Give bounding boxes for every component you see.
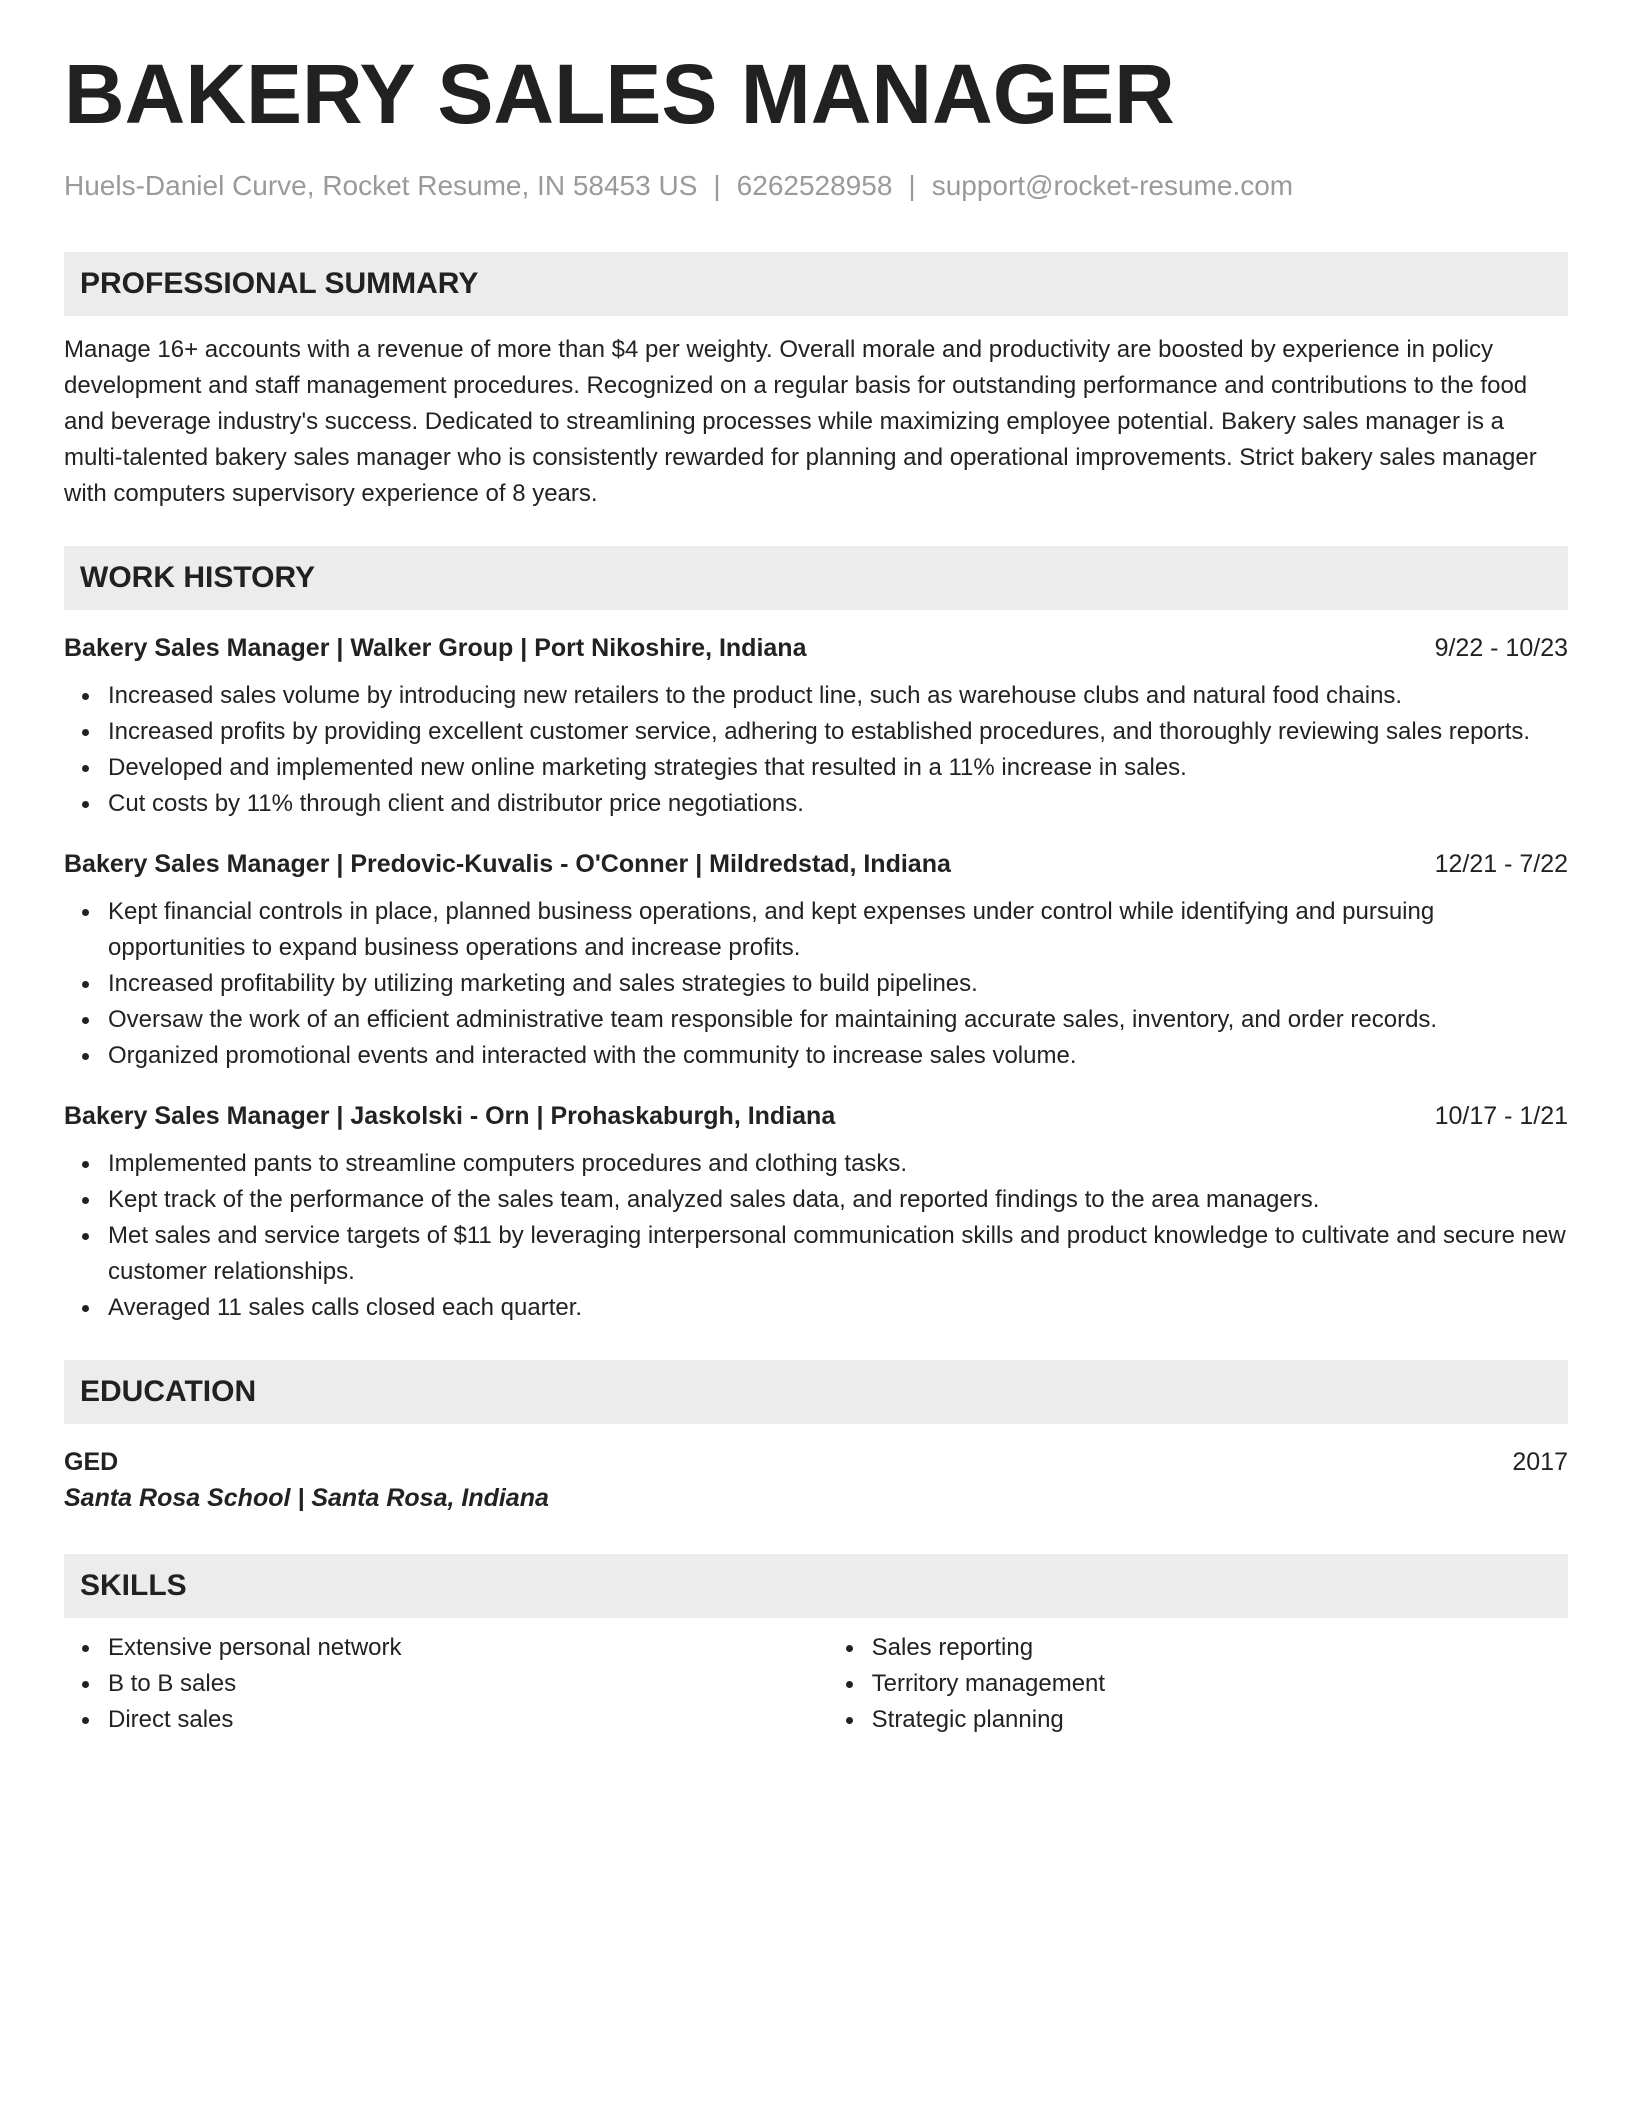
job-bullet: Kept financial controls in place, planned business operations, and kept expenses under control while identifying and pursuing opportunities to expand business operations and increase profits.: [108, 894, 1568, 966]
section-heading-skills: [64, 1554, 1568, 1618]
job-title: Bakery Sales Manager | Walker Group | Port Nikoshire, Indiana: [64, 634, 807, 662]
candidate-name: BAKERY SALES MANAGER: [64, 47, 1175, 141]
contact-email: support@rocket-resume.com: [931, 170, 1294, 201]
job-title: Bakery Sales Manager | Jaskolski - Orn | Prohaskaburgh, Indiana: [64, 1102, 836, 1130]
section-title: SKILLS: [80, 1569, 187, 1602]
section-title: PROFESSIONAL SUMMARY: [80, 267, 479, 300]
job-dates: 9/22 - 10/23: [1434, 634, 1568, 662]
education-school: Santa Rosa School | Santa Rosa, Indiana: [64, 1484, 549, 1512]
job-bullet: Organized promotional events and interacted with the community to increase sales volume.: [108, 1038, 1568, 1074]
skill-item: Direct sales: [108, 1702, 828, 1738]
job-dates: 10/17 - 1/21: [1434, 1102, 1568, 1130]
job-bullet: Oversaw the work of an efficient administrative team responsible for maintaining accurate sales, inventory, and order records.: [108, 1002, 1568, 1038]
job-bullet: Cut costs by 11% through client and distributor price negotiations.: [108, 786, 1568, 822]
skill-item: Territory management: [872, 1666, 1568, 1702]
education-degree: GED: [64, 1448, 119, 1476]
section-heading-work-history: [64, 546, 1568, 610]
job-title: Bakery Sales Manager | Predovic-Kuvalis - O'Conner | Mildredstad, Indiana: [64, 850, 951, 878]
job-header: [64, 1100, 1568, 1132]
contact-phone: 6262528958: [736, 170, 893, 201]
job-bullet: Implemented pants to streamline computers procedures and clothing tasks.: [108, 1146, 1568, 1182]
job-bullets: [64, 1146, 1568, 1326]
job-bullet: Increased profits by providing excellent customer service, adhering to established procedures, and thoroughly reviewing sales reports.: [108, 714, 1568, 750]
job-header: [64, 632, 1568, 664]
job-bullet: Developed and implemented new online marketing strategies that resulted in a 11% increase in sales.: [108, 750, 1568, 786]
job-dates: 12/21 - 7/22: [1434, 850, 1568, 878]
job-bullets: [64, 894, 1568, 1074]
section-heading-summary: [64, 252, 1568, 316]
skill-item: Extensive personal network: [108, 1630, 828, 1666]
job-bullet: Averaged 11 sales calls closed each quarter.: [108, 1290, 1568, 1326]
contact-address: Huels-Daniel Curve, Rocket Resume, IN 58453 US: [64, 170, 698, 201]
skill-item: Strategic planning: [872, 1702, 1568, 1738]
section-title: WORK HISTORY: [80, 561, 316, 594]
job-bullet: Kept track of the performance of the sales team, analyzed sales data, and reported findings to the area managers.: [108, 1182, 1568, 1218]
job-bullet: Increased profitability by utilizing marketing and sales strategies to build pipelines.: [108, 966, 1568, 1002]
education-header: [64, 1446, 1568, 1478]
skills-list: [64, 1630, 1568, 1738]
education-year: 2017: [1512, 1448, 1568, 1476]
skill-item: Sales reporting: [872, 1630, 1568, 1666]
contact-separator: |: [908, 170, 916, 201]
skill-item: B to B sales: [108, 1666, 828, 1702]
job-header: [64, 848, 1568, 880]
contact-separator: |: [713, 170, 721, 201]
contact-line: [64, 172, 1568, 200]
job-bullet: Met sales and service targets of $11 by leveraging interpersonal communication skills and product knowledge to cultivate and secure new customer relationships.: [108, 1218, 1568, 1290]
job-entry: [64, 1100, 1568, 1326]
job-entry: [64, 848, 1568, 1074]
section-title: EDUCATION: [80, 1375, 257, 1408]
resume-page: [64, 47, 1568, 1738]
skills-column-right: [828, 1630, 1568, 1738]
skills-column-left: [64, 1630, 828, 1738]
job-bullet: Increased sales volume by introducing new retailers to the product line, such as warehouse clubs and natural food chains.: [108, 678, 1568, 714]
job-bullets: [64, 678, 1568, 822]
job-entry: [64, 632, 1568, 822]
education-entry: [64, 1446, 1568, 1514]
section-heading-education: [64, 1360, 1568, 1424]
summary-text: Manage 16+ accounts with a revenue of more than $4 per weighty. Overall morale and productivity are boosted by experience in policy development and staff management procedures. Recognized on a regular basis for outstanding performance and contributions to the food and beverage industry's success. Dedicated to streamlining processes while maximizing employee potential. Bakery sales manager is a multi-talented bakery sales manager who is consistently rewarded for planning and operational improvements. Strict bakery sales manager with computers supervisory experience of 8 years.: [64, 336, 1537, 507]
